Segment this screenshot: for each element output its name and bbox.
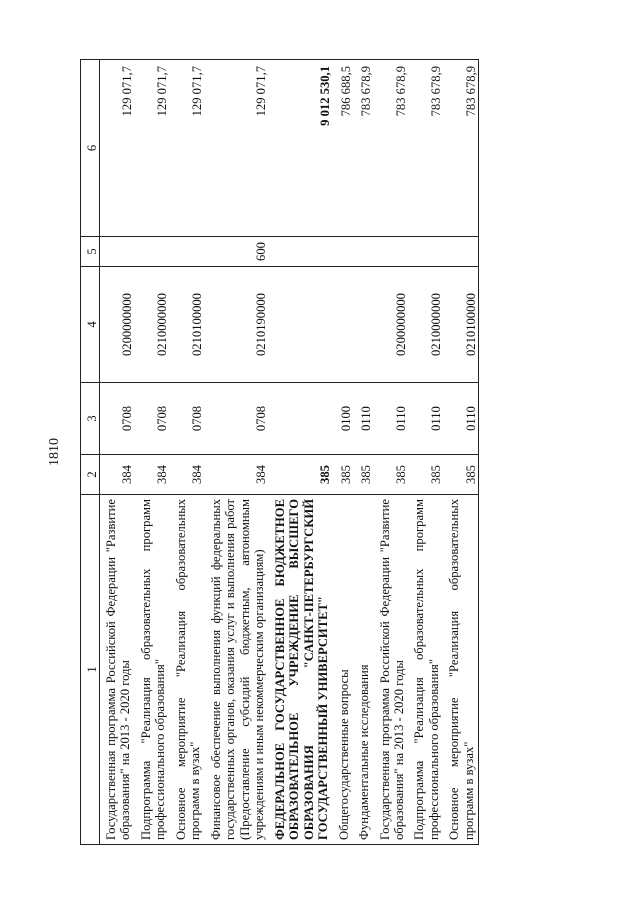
- row-type-cell: 600: [205, 237, 269, 267]
- row-target-cell: 0210000000: [408, 267, 443, 383]
- row-target-cell: 0200000000: [374, 267, 409, 383]
- row-amount-cell: 129 071,7: [135, 60, 170, 237]
- column-header: 3: [81, 383, 100, 455]
- table-row: [374, 60, 409, 845]
- table-row: [170, 60, 205, 845]
- row-code-cell: 384: [135, 455, 170, 495]
- row-amount-cell: 129 071,7: [100, 60, 135, 237]
- row-section-cell: 0708: [205, 383, 269, 455]
- row-type-cell: [269, 237, 333, 267]
- row-code-cell: 385: [333, 455, 353, 495]
- column-header: 5: [81, 237, 100, 267]
- row-type-cell: [443, 237, 478, 267]
- row-amount-cell: 129 071,7: [205, 60, 269, 237]
- table-row: [333, 60, 353, 845]
- budget-table: [80, 59, 479, 845]
- row-code-cell: 385: [353, 455, 373, 495]
- table-row: [353, 60, 373, 845]
- row-code-cell: 385: [443, 455, 478, 495]
- row-type-cell: [333, 237, 353, 267]
- row-section-cell: 0110: [374, 383, 409, 455]
- column-header: 4: [81, 267, 100, 383]
- row-type-cell: [100, 237, 135, 267]
- row-name-cell: Подпрограмма "Реализация образовательных программ профессионального образования": [408, 495, 443, 845]
- row-name-cell: Общегосударственные вопросы: [333, 495, 353, 845]
- row-section-cell: 0100: [333, 383, 353, 455]
- row-type-cell: [408, 237, 443, 267]
- page-number: 1810: [47, 438, 62, 466]
- row-code-cell: 384: [205, 455, 269, 495]
- row-name-cell: Финансовое обеспечение выполнения функций федеральных государственных органов, оказания услуг и выполнения работ (Предоставление субсидий бюджетным, автономным учреждениям и иным некоммерческим организациям): [205, 495, 269, 845]
- row-section-cell: 0110: [408, 383, 443, 455]
- table-row: [135, 60, 170, 845]
- row-type-cell: [374, 237, 409, 267]
- row-code-cell: 385: [269, 455, 333, 495]
- row-amount-cell: 9 012 530,1: [269, 60, 333, 237]
- row-target-cell: [333, 267, 353, 383]
- row-code-cell: 384: [170, 455, 205, 495]
- row-amount-cell: 786 688,5: [333, 60, 353, 237]
- row-amount-cell: 129 071,7: [170, 60, 205, 237]
- row-code-cell: 384: [100, 455, 135, 495]
- row-section-cell: 0708: [135, 383, 170, 455]
- table-row: [205, 60, 269, 845]
- table-row: [100, 60, 135, 845]
- row-section-cell: [269, 383, 333, 455]
- table-row: [269, 60, 333, 845]
- row-target-cell: 0210100000: [170, 267, 205, 383]
- row-section-cell: 0708: [100, 383, 135, 455]
- row-name-cell: Основное мероприятие "Реализация образовательных программ в вузах": [170, 495, 205, 845]
- row-name-cell: Основное мероприятие "Реализация образовательных программ в вузах": [443, 495, 478, 845]
- row-amount-cell: 783 678,9: [374, 60, 409, 237]
- row-target-cell: [353, 267, 373, 383]
- row-name-cell: Фундаментальные исследования: [353, 495, 373, 845]
- row-type-cell: [135, 237, 170, 267]
- row-amount-cell: 783 678,9: [353, 60, 373, 237]
- row-section-cell: 0708: [170, 383, 205, 455]
- row-name-cell: ФЕДЕРАЛЬНОЕ ГОСУДАРСТВЕННОЕ БЮДЖЕТНОЕ ОБРАЗОВАТЕЛЬНОЕ УЧРЕЖДЕНИЕ ВЫСШЕГО ОБРАЗОВАНИЯ "САНКТ-ПЕТЕРБУРГСКИЙ ГОСУДАРСТВЕННЫЙ УНИВЕРСИТЕТ": [269, 495, 333, 845]
- column-header: 6: [81, 60, 100, 237]
- row-amount-cell: 783 678,9: [443, 60, 478, 237]
- row-name-cell: Подпрограмма "Реализация образовательных программ профессионального образования": [135, 495, 170, 845]
- row-name-cell: Государственная программа Российской Федерации "Развитие образования" на 2013 - 2020 годы: [374, 495, 409, 845]
- row-type-cell: [353, 237, 373, 267]
- row-code-cell: 385: [374, 455, 409, 495]
- column-header: 1: [81, 495, 100, 845]
- row-target-cell: 0210100000: [443, 267, 478, 383]
- row-target-cell: 0210190000: [205, 267, 269, 383]
- table-row: [408, 60, 443, 845]
- row-section-cell: 0110: [443, 383, 478, 455]
- row-code-cell: 385: [408, 455, 443, 495]
- row-amount-cell: 783 678,9: [408, 60, 443, 237]
- table-row: [443, 60, 478, 845]
- row-target-cell: 0200000000: [100, 267, 135, 383]
- row-name-cell: Государственная программа Российской Федерации "Развитие образования" на 2013 - 2020 годы: [100, 495, 135, 845]
- header-row: [81, 60, 100, 845]
- row-section-cell: 0110: [353, 383, 373, 455]
- row-target-cell: 0210000000: [135, 267, 170, 383]
- rotated-table-container: [80, 60, 600, 845]
- row-type-cell: [170, 237, 205, 267]
- row-target-cell: [269, 267, 333, 383]
- column-header: 2: [81, 455, 100, 495]
